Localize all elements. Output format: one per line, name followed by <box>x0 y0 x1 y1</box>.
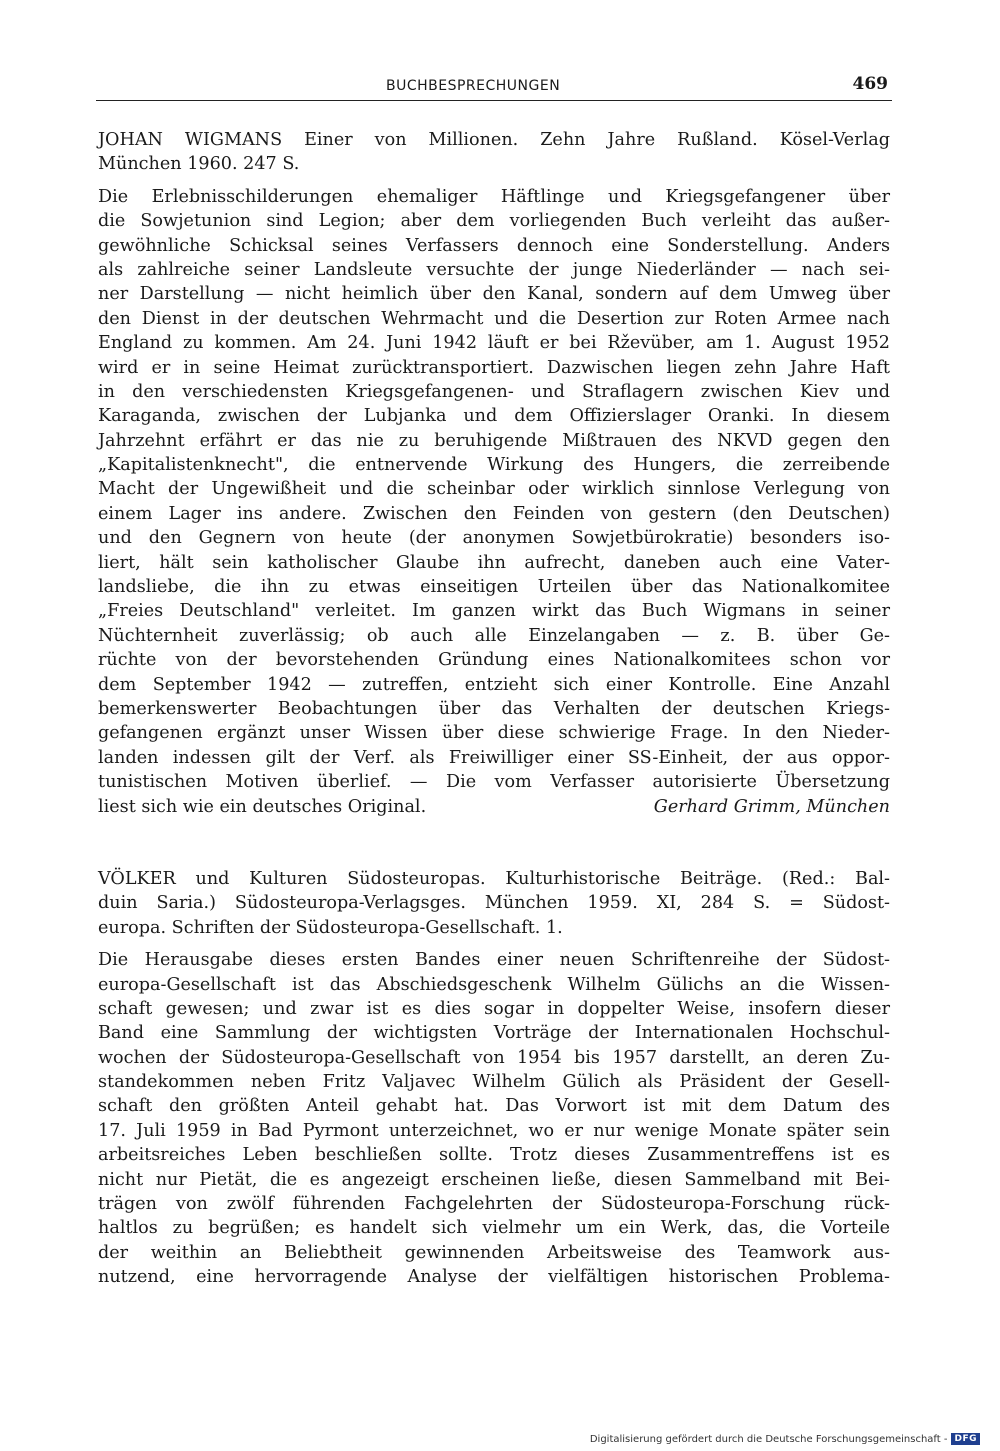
text-line: nicht nur Pietät, die es angezeigt erscheinen ließe, diesen Sammelband mit Bei- <box>98 1169 890 1190</box>
review-citation <box>98 128 890 177</box>
text-line: ner Darstellung — nicht heimlich über den Kanal, sondern auf dem Umweg über <box>98 284 890 305</box>
text-line: JOHAN WIGMANS Einer von Millionen. Zehn Jahre Rußland. Kösel-Verlag <box>98 130 890 150</box>
dfg-logo: DFG <box>951 1433 980 1445</box>
text-line: liert, hält sein katholischer Glaube ihn aufrecht, daneben auch eine Vater- <box>98 552 890 573</box>
page-content <box>98 128 890 1290</box>
text-line: rüchte von der bevorstehenden Gründung eines Nationalkomitees schon vor <box>98 650 890 671</box>
text-line: landsliebe, die ihn zu etwas einseitigen Urteilen über das Nationalkomitee <box>98 577 890 598</box>
text-line: Die Herausgabe dieses ersten Bandes einer neuen Schriftenreihe der Südost- <box>98 950 890 971</box>
text-line: gefangenen ergänzt unser Wissen über diese schwierige Frage. In den Nieder- <box>98 723 890 744</box>
page-header <box>96 74 892 101</box>
text-line: trägen von zwölf führenden Fachgelehrten der Südosteuropa-Forschung rück- <box>98 1194 890 1215</box>
text-line: nutzend, eine hervorragende Analyse der vielfältigen historischen Problema- <box>98 1267 890 1288</box>
text-line: arbeitsreiches Leben beschließen sollte. Trotz dieses Zusammentreffens ist es <box>98 1145 890 1166</box>
text-line: landen indessen gilt der Verf. als Freiwilliger einer SS-Einheit, der aus oppor- <box>98 747 890 768</box>
text-line: dem September 1942 — zutreffen, entzieht sich einer Kontrolle. Eine Anzahl <box>98 674 890 695</box>
text-line: den Dienst in der deutschen Wehrmacht und die Desertion zur Roten Armee nach <box>98 308 890 329</box>
text-line: England zu kommen. Am 24. Juni 1942 läuft er bei Rževüber, am 1. August 1952 <box>98 333 890 354</box>
text-line: „Kapitalistenknecht", die entnervende Wirkung des Hungers, die zerreibende <box>98 455 890 476</box>
running-head: BUCHBESPRECHUNGEN <box>386 78 561 94</box>
review-voelker <box>98 867 890 1290</box>
text-line: gewöhnliche Schicksal seines Verfassers dennoch eine Sonderstellung. Anders <box>98 235 890 256</box>
text-line: schaft gewesen; und zwar ist es dies sogar in doppelter Weise, insofern dieser <box>98 998 890 1019</box>
text-line: tunistischen Motiven überlief. — Die vom Verfasser autorisierte Übersetzung <box>98 772 890 793</box>
review-citation <box>98 867 890 940</box>
review-closing-line <box>98 795 890 819</box>
text-line: Macht der Ungewißheit und die scheinbar oder wirklich sinnlose Verlegung von <box>98 479 890 500</box>
digitization-footer <box>590 1433 980 1445</box>
text-line: bemerkenswerter Beobachtungen über das Verhalten der deutschen Kriegs- <box>98 698 890 719</box>
review-wigmans <box>98 128 890 819</box>
text-line: wochen der Südosteuropa-Gesellschaft von 1954 bis 1957 darstellt, an deren Zu- <box>98 1047 890 1068</box>
text-line: schaft den größten Anteil gehabt hat. Das Vorwort ist mit dem Datum des <box>98 1096 890 1117</box>
text-line: „Freies Deutschland" verleitet. Im ganzen wirkt das Buch Wigmans in seiner <box>98 601 890 622</box>
text-line: 17. Juli 1959 in Bad Pyrmont unterzeichnet, wo er nur wenige Monate später sein <box>98 1120 890 1141</box>
text-line: duin Saria.) Südosteuropa-Verlagsges. München 1959. XI, 284 S. = Südost- <box>98 893 890 914</box>
text-line: standekommen neben Fritz Valjavec Wilhelm Gülich als Präsident der Gesell- <box>98 1072 890 1093</box>
page-number: 469 <box>852 74 888 94</box>
text-line: haltlos zu begrüßen; es handelt sich vielmehr um ein Werk, das, die Vorteile <box>98 1218 890 1239</box>
text-line: in den verschiedensten Kriegsgefangenen- und Straflagern zwischen Kiev und <box>98 381 890 402</box>
text-line: München 1960. 247 S. <box>98 154 300 175</box>
text-line: und den Gegnern von heute (der anonymen Sowjetbürokratie) besonders iso- <box>98 528 890 549</box>
text-line: als zahlreiche seiner Landsleute versuchte der junge Niederländer — nach sei- <box>98 259 890 280</box>
reviewer-signature: Gerhard Grimm, München <box>653 796 890 817</box>
text-line: Jahrzehnt erfährt er das nie zu beruhigende Mißtrauen des NKVD gegen den <box>98 430 890 451</box>
text-line: Nüchternheit zuverlässig; ob auch alle Einzelangaben — z. B. über Ge- <box>98 625 890 646</box>
review-body <box>98 185 890 795</box>
text-line: europa-Gesellschaft ist das Abschiedsgeschenk Wilhelm Gülichs an die Wissen- <box>98 974 890 995</box>
text-line: der weithin an Beliebtheit gewinnenden Arbeitsweise des Teamwork aus- <box>98 1242 890 1263</box>
text-line: Die Erlebnisschilderungen ehemaliger Häftlinge und Kriegsgefangener über <box>98 186 890 207</box>
footer-text: Digitalisierung gefördert durch die Deutsche Forschungsgemeinschaft - <box>589 1433 948 1445</box>
text-line: europa. Schriften der Südosteuropa-Gesellschaft. 1. <box>98 917 563 938</box>
text-line: Band eine Sammlung der wichtigsten Vorträge der Internationalen Hochschul- <box>98 1023 890 1044</box>
text-line: Karaganda, zwischen der Lubjanka und dem Offizierslager Oranki. In diesem <box>98 406 890 427</box>
text-line: wird er in seine Heimat zurücktransportiert. Dazwischen liegen zehn Jahre Haft <box>98 357 890 378</box>
text-line: die Sowjetunion sind Legion; aber dem vorliegenden Buch verleiht das außer- <box>98 211 890 232</box>
text-line: VÖLKER und Kulturen Südosteuropas. Kulturhistorische Beiträge. (Red.: Bal- <box>98 868 890 889</box>
review-body <box>98 948 890 1289</box>
review-last-line: liest sich wie ein deutsches Original. <box>98 796 427 817</box>
text-line: einem Lager ins andere. Zwischen den Feinden von gestern (den Deutschen) <box>98 503 890 524</box>
